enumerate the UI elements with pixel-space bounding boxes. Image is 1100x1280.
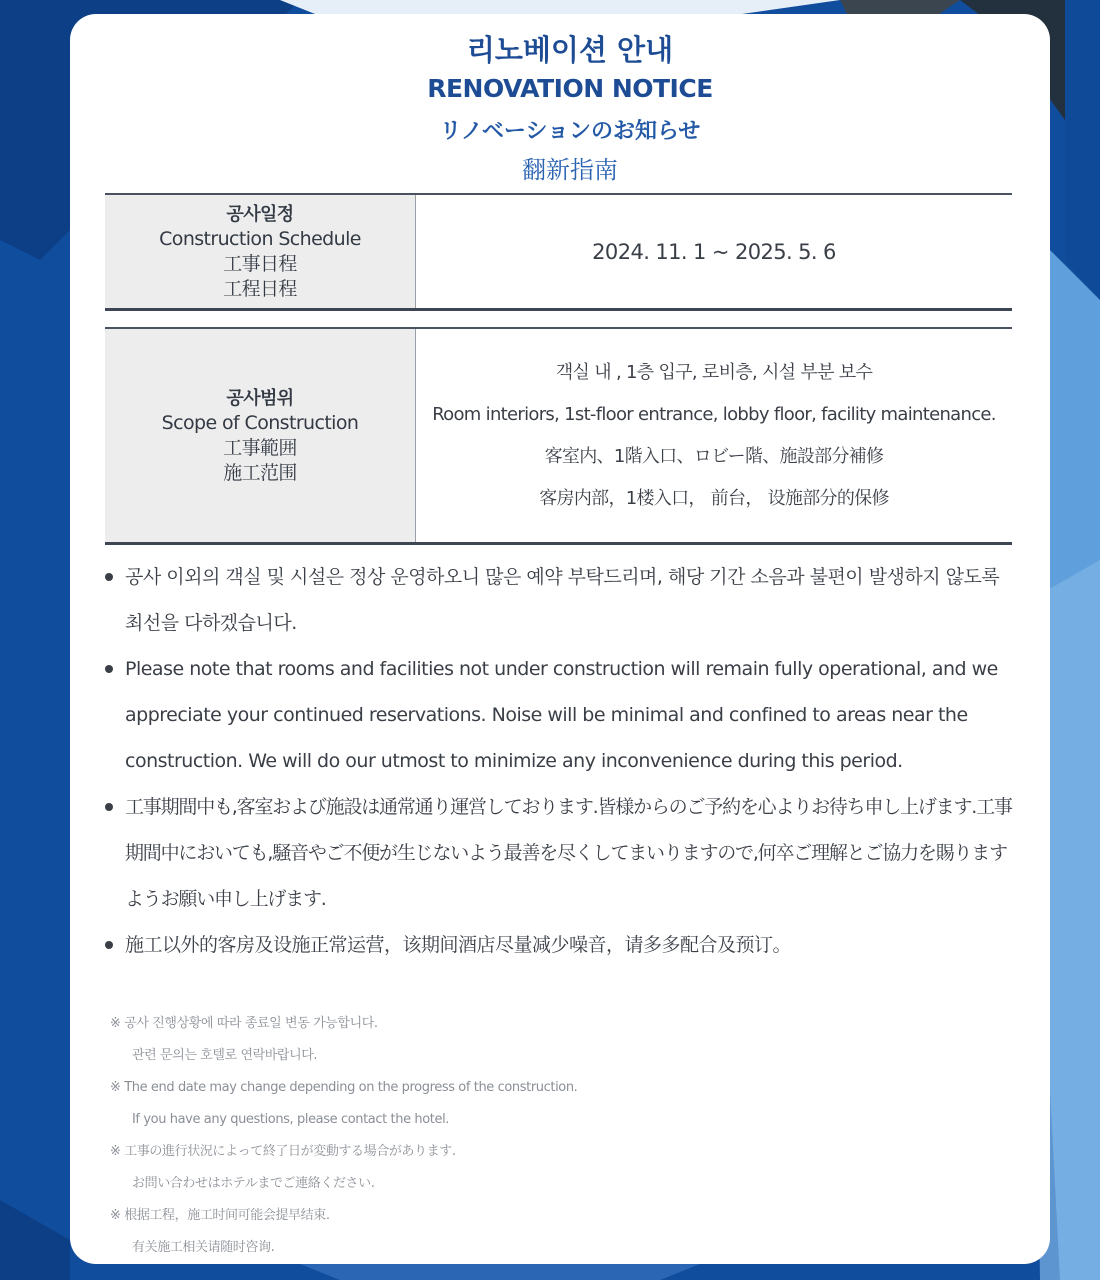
notice-bullets	[105, 554, 1015, 968]
footnote-english: ※ The end date may change depending on the progress of the construction. If you have any questions, please contact the hotel.	[110, 1080, 578, 1127]
schedule-dates: 2024. 11. 1 ~ 2025. 5. 6	[592, 239, 836, 264]
schedule-table	[105, 193, 1012, 311]
scope-chinese: 客房内部，1楼入口， 前台， 设施部分的保修	[539, 487, 889, 509]
title-chinese: 翻新指南	[522, 156, 618, 184]
footnote-japanese: ※ 工事の進行状況によって終了日が変動する場合があります. お問い合わせはホテルまでご連絡ください.	[110, 1144, 456, 1191]
bullet-english: Please note that rooms and facilities not under construction will remain fully operational, and we appreciate your continued reservations. Noise will be minimal and confined to areas near the construction. We will do our utmost to minimize any inconvenience during this period.	[105, 646, 1015, 784]
scope-header-english: Scope of Construction	[161, 411, 359, 434]
bullet-dot-icon	[105, 665, 113, 673]
scope-table	[105, 327, 1012, 545]
schedule-header-chinese: 工程日程	[223, 277, 297, 300]
bullet-chinese: 施工以外的客房及设施正常运营，该期间酒店尽量减少噪音，请多多配合及预订。	[105, 922, 1015, 968]
bullet-dot-icon	[105, 573, 113, 581]
bullet-japanese: 工事期間中も,客室および施設は通常通り運営しております.皆様からのご予約を心よりお待ち申し上げます.工事期間中においても,騒音やご不便が生じないよう最善を尽くしてまいりますので,何卒ご理解とご協力を賜りますようお願い申し上げます.	[105, 784, 1015, 922]
schedule-header	[105, 195, 416, 308]
scope-header-japanese: 工事範囲	[223, 436, 297, 459]
bullet-dot-icon	[105, 803, 113, 811]
title-english: RENOVATION NOTICE	[427, 74, 713, 103]
scope-header-korean: 공사범위	[226, 387, 294, 409]
title-korean: 리노베이션 안내	[466, 33, 674, 67]
bullet-dot-icon	[105, 941, 113, 949]
footnote-korean: ※ 공사 진행상황에 따라 종료일 변동 가능합니다. 관련 문의는 호텔로 연락바랍니다.	[110, 1016, 378, 1063]
schedule-header-korean: 공사일정	[226, 203, 294, 225]
scope-header-chinese: 施工范围	[223, 461, 297, 484]
scope-value-cell	[416, 329, 1012, 542]
notice-card	[70, 14, 1050, 1264]
schedule-header-japanese: 工事日程	[223, 252, 297, 275]
footnote-chinese: ※ 根据工程，施工时间可能会提早结束. 有关施工相关请随时咨询.	[110, 1208, 330, 1255]
scope-header	[105, 329, 416, 542]
scope-korean: 객실 내 , 1층 입구, 로비층, 시설 부분 보수	[555, 361, 873, 383]
scope-japanese: 客室内、1階入口、ロビー階、施設部分補修	[544, 445, 884, 467]
footnotes	[110, 1008, 1010, 1264]
schedule-header-english: Construction Schedule	[159, 227, 361, 250]
schedule-value-cell	[416, 195, 1012, 308]
bullet-korean: 공사 이외의 객실 및 시설은 정상 운영하오니 많은 예약 부탁드리며, 해당 기간 소음과 불편이 발생하지 않도록 최선을 다하겠습니다.	[105, 554, 1015, 646]
scope-english: Room interiors, 1st-floor entrance, lobby floor, facility maintenance.	[432, 403, 996, 425]
title-japanese: リノベーションのお知らせ	[439, 119, 701, 144]
